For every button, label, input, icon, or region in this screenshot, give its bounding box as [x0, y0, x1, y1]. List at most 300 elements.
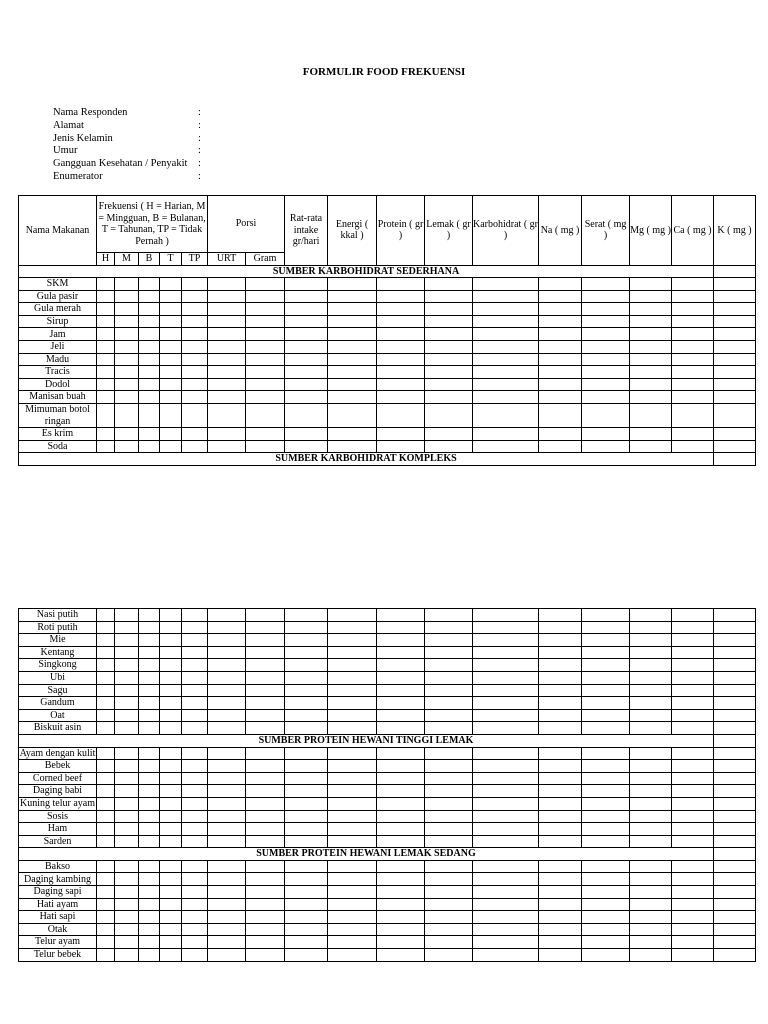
- entry-cell[interactable]: [377, 697, 425, 710]
- entry-cell[interactable]: [246, 366, 285, 379]
- entry-cell[interactable]: [672, 315, 714, 328]
- entry-cell[interactable]: [630, 659, 672, 672]
- entry-cell[interactable]: [473, 772, 539, 785]
- entry-cell[interactable]: [285, 366, 328, 379]
- entry-cell[interactable]: [630, 747, 672, 760]
- entry-cell[interactable]: [377, 353, 425, 366]
- entry-cell[interactable]: [97, 860, 115, 873]
- entry-cell[interactable]: [630, 797, 672, 810]
- entry-cell[interactable]: [182, 949, 208, 962]
- entry-cell[interactable]: [246, 353, 285, 366]
- entry-cell[interactable]: [539, 760, 582, 773]
- entry-cell[interactable]: [208, 341, 246, 354]
- entry-cell[interactable]: [115, 391, 139, 404]
- entry-cell[interactable]: [672, 797, 714, 810]
- entry-cell[interactable]: [139, 823, 160, 836]
- entry-cell[interactable]: [160, 609, 182, 622]
- entry-cell[interactable]: [714, 290, 756, 303]
- entry-cell[interactable]: [182, 772, 208, 785]
- entry-cell[interactable]: [285, 949, 328, 962]
- entry-cell[interactable]: [582, 797, 630, 810]
- entry-cell[interactable]: [473, 366, 539, 379]
- entry-cell[interactable]: [139, 404, 160, 428]
- entry-cell[interactable]: [630, 873, 672, 886]
- entry-cell[interactable]: [97, 303, 115, 316]
- entry-cell[interactable]: [115, 747, 139, 760]
- entry-cell[interactable]: [160, 923, 182, 936]
- entry-cell[interactable]: [246, 949, 285, 962]
- entry-cell[interactable]: [473, 823, 539, 836]
- entry-cell[interactable]: [630, 428, 672, 441]
- entry-cell[interactable]: [208, 440, 246, 453]
- entry-cell[interactable]: [582, 303, 630, 316]
- entry-cell[interactable]: [97, 797, 115, 810]
- entry-cell[interactable]: [139, 835, 160, 848]
- entry-cell[interactable]: [473, 835, 539, 848]
- entry-cell[interactable]: [630, 684, 672, 697]
- entry-cell[interactable]: [630, 823, 672, 836]
- entry-cell[interactable]: [539, 923, 582, 936]
- entry-cell[interactable]: [425, 949, 473, 962]
- entry-cell[interactable]: [208, 315, 246, 328]
- entry-cell[interactable]: [328, 315, 377, 328]
- entry-cell[interactable]: [672, 428, 714, 441]
- entry-cell[interactable]: [328, 428, 377, 441]
- entry-cell[interactable]: [714, 747, 756, 760]
- entry-cell[interactable]: [672, 835, 714, 848]
- entry-cell[interactable]: [139, 290, 160, 303]
- entry-cell[interactable]: [714, 823, 756, 836]
- entry-cell[interactable]: [630, 949, 672, 962]
- entry-cell[interactable]: [672, 911, 714, 924]
- entry-cell[interactable]: [539, 684, 582, 697]
- entry-cell[interactable]: [377, 428, 425, 441]
- entry-cell[interactable]: [377, 315, 425, 328]
- entry-cell[interactable]: [328, 659, 377, 672]
- entry-cell[interactable]: [115, 621, 139, 634]
- entry-cell[interactable]: [714, 453, 756, 466]
- entry-cell[interactable]: [425, 797, 473, 810]
- entry-cell[interactable]: [160, 760, 182, 773]
- entry-cell[interactable]: [630, 303, 672, 316]
- entry-cell[interactable]: [208, 823, 246, 836]
- entry-cell[interactable]: [160, 810, 182, 823]
- entry-cell[interactable]: [630, 366, 672, 379]
- entry-cell[interactable]: [182, 278, 208, 291]
- entry-cell[interactable]: [115, 911, 139, 924]
- entry-cell[interactable]: [246, 797, 285, 810]
- entry-cell[interactable]: [714, 760, 756, 773]
- entry-cell[interactable]: [285, 835, 328, 848]
- entry-cell[interactable]: [246, 886, 285, 899]
- entry-cell[interactable]: [539, 378, 582, 391]
- entry-cell[interactable]: [582, 873, 630, 886]
- entry-cell[interactable]: [328, 278, 377, 291]
- entry-cell[interactable]: [115, 898, 139, 911]
- entry-cell[interactable]: [630, 936, 672, 949]
- entry-cell[interactable]: [582, 898, 630, 911]
- entry-cell[interactable]: [539, 873, 582, 886]
- entry-cell[interactable]: [285, 328, 328, 341]
- entry-cell[interactable]: [97, 315, 115, 328]
- entry-cell[interactable]: [539, 328, 582, 341]
- entry-cell[interactable]: [139, 785, 160, 798]
- entry-cell[interactable]: [377, 860, 425, 873]
- entry-cell[interactable]: [182, 709, 208, 722]
- entry-cell[interactable]: [630, 353, 672, 366]
- entry-cell[interactable]: [714, 391, 756, 404]
- entry-cell[interactable]: [539, 278, 582, 291]
- entry-cell[interactable]: [97, 785, 115, 798]
- entry-cell[interactable]: [285, 303, 328, 316]
- entry-cell[interactable]: [246, 772, 285, 785]
- entry-cell[interactable]: [115, 404, 139, 428]
- entry-cell[interactable]: [97, 659, 115, 672]
- entry-cell[interactable]: [246, 303, 285, 316]
- entry-cell[interactable]: [714, 936, 756, 949]
- entry-cell[interactable]: [328, 785, 377, 798]
- entry-cell[interactable]: [425, 760, 473, 773]
- entry-cell[interactable]: [582, 911, 630, 924]
- entry-cell[interactable]: [208, 747, 246, 760]
- entry-cell[interactable]: [425, 366, 473, 379]
- entry-cell[interactable]: [425, 621, 473, 634]
- entry-cell[interactable]: [672, 760, 714, 773]
- entry-cell[interactable]: [208, 810, 246, 823]
- entry-cell[interactable]: [473, 428, 539, 441]
- entry-cell[interactable]: [473, 646, 539, 659]
- entry-cell[interactable]: [115, 835, 139, 848]
- entry-cell[interactable]: [328, 634, 377, 647]
- entry-cell[interactable]: [182, 873, 208, 886]
- entry-cell[interactable]: [208, 378, 246, 391]
- entry-cell[interactable]: [182, 785, 208, 798]
- entry-cell[interactable]: [714, 278, 756, 291]
- entry-cell[interactable]: [672, 659, 714, 672]
- entry-cell[interactable]: [139, 898, 160, 911]
- entry-cell[interactable]: [539, 886, 582, 899]
- entry-cell[interactable]: [539, 404, 582, 428]
- entry-cell[interactable]: [672, 378, 714, 391]
- entry-cell[interactable]: [425, 772, 473, 785]
- entry-cell[interactable]: [473, 810, 539, 823]
- entry-cell[interactable]: [246, 936, 285, 949]
- entry-cell[interactable]: [160, 873, 182, 886]
- entry-cell[interactable]: [97, 709, 115, 722]
- entry-cell[interactable]: [630, 722, 672, 735]
- entry-cell[interactable]: [377, 684, 425, 697]
- entry-cell[interactable]: [377, 404, 425, 428]
- entry-cell[interactable]: [208, 659, 246, 672]
- entry-cell[interactable]: [672, 671, 714, 684]
- entry-cell[interactable]: [714, 709, 756, 722]
- entry-cell[interactable]: [97, 835, 115, 848]
- entry-cell[interactable]: [630, 290, 672, 303]
- entry-cell[interactable]: [714, 886, 756, 899]
- entry-cell[interactable]: [97, 823, 115, 836]
- entry-cell[interactable]: [377, 898, 425, 911]
- entry-cell[interactable]: [714, 684, 756, 697]
- entry-cell[interactable]: [328, 747, 377, 760]
- entry-cell[interactable]: [97, 391, 115, 404]
- entry-cell[interactable]: [672, 404, 714, 428]
- entry-cell[interactable]: [328, 621, 377, 634]
- entry-cell[interactable]: [160, 303, 182, 316]
- entry-cell[interactable]: [285, 911, 328, 924]
- entry-cell[interactable]: [672, 949, 714, 962]
- entry-cell[interactable]: [425, 823, 473, 836]
- entry-cell[interactable]: [377, 341, 425, 354]
- entry-cell[interactable]: [139, 428, 160, 441]
- entry-cell[interactable]: [115, 315, 139, 328]
- entry-cell[interactable]: [328, 404, 377, 428]
- entry-cell[interactable]: [115, 772, 139, 785]
- entry-cell[interactable]: [246, 923, 285, 936]
- entry-cell[interactable]: [630, 835, 672, 848]
- entry-cell[interactable]: [182, 911, 208, 924]
- entry-cell[interactable]: [630, 923, 672, 936]
- entry-cell[interactable]: [630, 785, 672, 798]
- entry-cell[interactable]: [139, 873, 160, 886]
- entry-cell[interactable]: [208, 684, 246, 697]
- entry-cell[interactable]: [425, 697, 473, 710]
- entry-cell[interactable]: [425, 634, 473, 647]
- entry-cell[interactable]: [539, 353, 582, 366]
- entry-cell[interactable]: [160, 391, 182, 404]
- entry-cell[interactable]: [160, 278, 182, 291]
- entry-cell[interactable]: [425, 886, 473, 899]
- entry-cell[interactable]: [473, 290, 539, 303]
- entry-cell[interactable]: [539, 303, 582, 316]
- entry-cell[interactable]: [377, 671, 425, 684]
- entry-cell[interactable]: [139, 709, 160, 722]
- entry-cell[interactable]: [582, 709, 630, 722]
- entry-cell[interactable]: [377, 328, 425, 341]
- entry-cell[interactable]: [714, 810, 756, 823]
- entry-cell[interactable]: [377, 634, 425, 647]
- entry-cell[interactable]: [714, 722, 756, 735]
- entry-cell[interactable]: [160, 646, 182, 659]
- entry-cell[interactable]: [115, 823, 139, 836]
- entry-cell[interactable]: [473, 391, 539, 404]
- entry-cell[interactable]: [139, 366, 160, 379]
- entry-cell[interactable]: [328, 391, 377, 404]
- entry-cell[interactable]: [714, 609, 756, 622]
- entry-cell[interactable]: [182, 797, 208, 810]
- entry-cell[interactable]: [208, 353, 246, 366]
- entry-cell[interactable]: [182, 303, 208, 316]
- entry-cell[interactable]: [208, 366, 246, 379]
- entry-cell[interactable]: [582, 353, 630, 366]
- entry-cell[interactable]: [539, 911, 582, 924]
- entry-cell[interactable]: [246, 709, 285, 722]
- entry-cell[interactable]: [377, 440, 425, 453]
- entry-cell[interactable]: [208, 709, 246, 722]
- entry-cell[interactable]: [582, 697, 630, 710]
- entry-cell[interactable]: [139, 391, 160, 404]
- entry-cell[interactable]: [328, 860, 377, 873]
- entry-cell[interactable]: [328, 684, 377, 697]
- entry-cell[interactable]: [139, 760, 160, 773]
- entry-cell[interactable]: [139, 659, 160, 672]
- entry-cell[interactable]: [246, 404, 285, 428]
- entry-cell[interactable]: [160, 378, 182, 391]
- entry-cell[interactable]: [582, 646, 630, 659]
- entry-cell[interactable]: [473, 328, 539, 341]
- entry-cell[interactable]: [539, 898, 582, 911]
- entry-cell[interactable]: [714, 848, 756, 861]
- entry-cell[interactable]: [139, 315, 160, 328]
- entry-cell[interactable]: [115, 936, 139, 949]
- entry-cell[interactable]: [473, 936, 539, 949]
- entry-cell[interactable]: [539, 860, 582, 873]
- entry-cell[interactable]: [182, 290, 208, 303]
- entry-cell[interactable]: [714, 634, 756, 647]
- entry-cell[interactable]: [425, 835, 473, 848]
- entry-cell[interactable]: [539, 949, 582, 962]
- entry-cell[interactable]: [246, 428, 285, 441]
- entry-cell[interactable]: [425, 341, 473, 354]
- entry-cell[interactable]: [630, 760, 672, 773]
- entry-cell[interactable]: [714, 341, 756, 354]
- entry-cell[interactable]: [425, 315, 473, 328]
- entry-cell[interactable]: [208, 278, 246, 291]
- entry-cell[interactable]: [97, 609, 115, 622]
- entry-cell[interactable]: [328, 328, 377, 341]
- entry-cell[interactable]: [97, 621, 115, 634]
- entry-cell[interactable]: [672, 923, 714, 936]
- entry-cell[interactable]: [115, 923, 139, 936]
- entry-cell[interactable]: [672, 936, 714, 949]
- entry-cell[interactable]: [115, 722, 139, 735]
- entry-cell[interactable]: [97, 428, 115, 441]
- entry-cell[interactable]: [285, 860, 328, 873]
- entry-cell[interactable]: [425, 709, 473, 722]
- entry-cell[interactable]: [582, 404, 630, 428]
- entry-cell[interactable]: [285, 378, 328, 391]
- entry-cell[interactable]: [328, 760, 377, 773]
- entry-cell[interactable]: [160, 911, 182, 924]
- entry-cell[interactable]: [246, 747, 285, 760]
- entry-cell[interactable]: [115, 646, 139, 659]
- entry-cell[interactable]: [139, 634, 160, 647]
- entry-cell[interactable]: [160, 341, 182, 354]
- entry-cell[interactable]: [714, 366, 756, 379]
- entry-cell[interactable]: [139, 697, 160, 710]
- entry-cell[interactable]: [208, 428, 246, 441]
- entry-cell[interactable]: [425, 278, 473, 291]
- entry-cell[interactable]: [539, 621, 582, 634]
- entry-cell[interactable]: [208, 835, 246, 848]
- entry-cell[interactable]: [328, 949, 377, 962]
- entry-cell[interactable]: [285, 709, 328, 722]
- entry-cell[interactable]: [672, 290, 714, 303]
- entry-cell[interactable]: [208, 697, 246, 710]
- entry-cell[interactable]: [539, 634, 582, 647]
- entry-cell[interactable]: [97, 328, 115, 341]
- entry-cell[interactable]: [285, 659, 328, 672]
- entry-cell[interactable]: [285, 797, 328, 810]
- entry-cell[interactable]: [539, 835, 582, 848]
- entry-cell[interactable]: [208, 404, 246, 428]
- entry-cell[interactable]: [246, 278, 285, 291]
- entry-cell[interactable]: [539, 810, 582, 823]
- entry-cell[interactable]: [377, 722, 425, 735]
- entry-cell[interactable]: [115, 341, 139, 354]
- entry-cell[interactable]: [473, 684, 539, 697]
- entry-cell[interactable]: [115, 797, 139, 810]
- entry-cell[interactable]: [208, 936, 246, 949]
- entry-cell[interactable]: [582, 659, 630, 672]
- entry-cell[interactable]: [182, 659, 208, 672]
- entry-cell[interactable]: [714, 646, 756, 659]
- entry-cell[interactable]: [672, 621, 714, 634]
- entry-cell[interactable]: [160, 634, 182, 647]
- entry-cell[interactable]: [377, 303, 425, 316]
- entry-cell[interactable]: [115, 684, 139, 697]
- entry-cell[interactable]: [714, 440, 756, 453]
- entry-cell[interactable]: [160, 315, 182, 328]
- entry-cell[interactable]: [672, 810, 714, 823]
- entry-cell[interactable]: [115, 886, 139, 899]
- entry-cell[interactable]: [97, 697, 115, 710]
- entry-cell[interactable]: [672, 785, 714, 798]
- entry-cell[interactable]: [115, 671, 139, 684]
- entry-cell[interactable]: [425, 671, 473, 684]
- entry-cell[interactable]: [115, 634, 139, 647]
- entry-cell[interactable]: [328, 823, 377, 836]
- entry-cell[interactable]: [582, 722, 630, 735]
- entry-cell[interactable]: [630, 646, 672, 659]
- entry-cell[interactable]: [208, 898, 246, 911]
- entry-cell[interactable]: [377, 659, 425, 672]
- entry-cell[interactable]: [246, 684, 285, 697]
- entry-cell[interactable]: [425, 747, 473, 760]
- entry-cell[interactable]: [182, 404, 208, 428]
- entry-cell[interactable]: [246, 634, 285, 647]
- entry-cell[interactable]: [328, 709, 377, 722]
- entry-cell[interactable]: [182, 697, 208, 710]
- entry-cell[interactable]: [377, 936, 425, 949]
- entry-cell[interactable]: [630, 810, 672, 823]
- entry-cell[interactable]: [97, 886, 115, 899]
- entry-cell[interactable]: [139, 923, 160, 936]
- entry-cell[interactable]: [582, 936, 630, 949]
- entry-cell[interactable]: [582, 747, 630, 760]
- entry-cell[interactable]: [328, 303, 377, 316]
- entry-cell[interactable]: [672, 328, 714, 341]
- entry-cell[interactable]: [285, 634, 328, 647]
- entry-cell[interactable]: [208, 621, 246, 634]
- entry-cell[interactable]: [328, 722, 377, 735]
- entry-cell[interactable]: [139, 810, 160, 823]
- entry-cell[interactable]: [425, 353, 473, 366]
- entry-cell[interactable]: [630, 860, 672, 873]
- entry-cell[interactable]: [425, 378, 473, 391]
- entry-cell[interactable]: [630, 634, 672, 647]
- entry-cell[interactable]: [539, 341, 582, 354]
- entry-cell[interactable]: [246, 378, 285, 391]
- entry-cell[interactable]: [473, 404, 539, 428]
- entry-cell[interactable]: [630, 609, 672, 622]
- entry-cell[interactable]: [97, 923, 115, 936]
- entry-cell[interactable]: [246, 659, 285, 672]
- entry-cell[interactable]: [97, 722, 115, 735]
- entry-cell[interactable]: [285, 353, 328, 366]
- entry-cell[interactable]: [672, 341, 714, 354]
- entry-cell[interactable]: [285, 785, 328, 798]
- entry-cell[interactable]: [115, 328, 139, 341]
